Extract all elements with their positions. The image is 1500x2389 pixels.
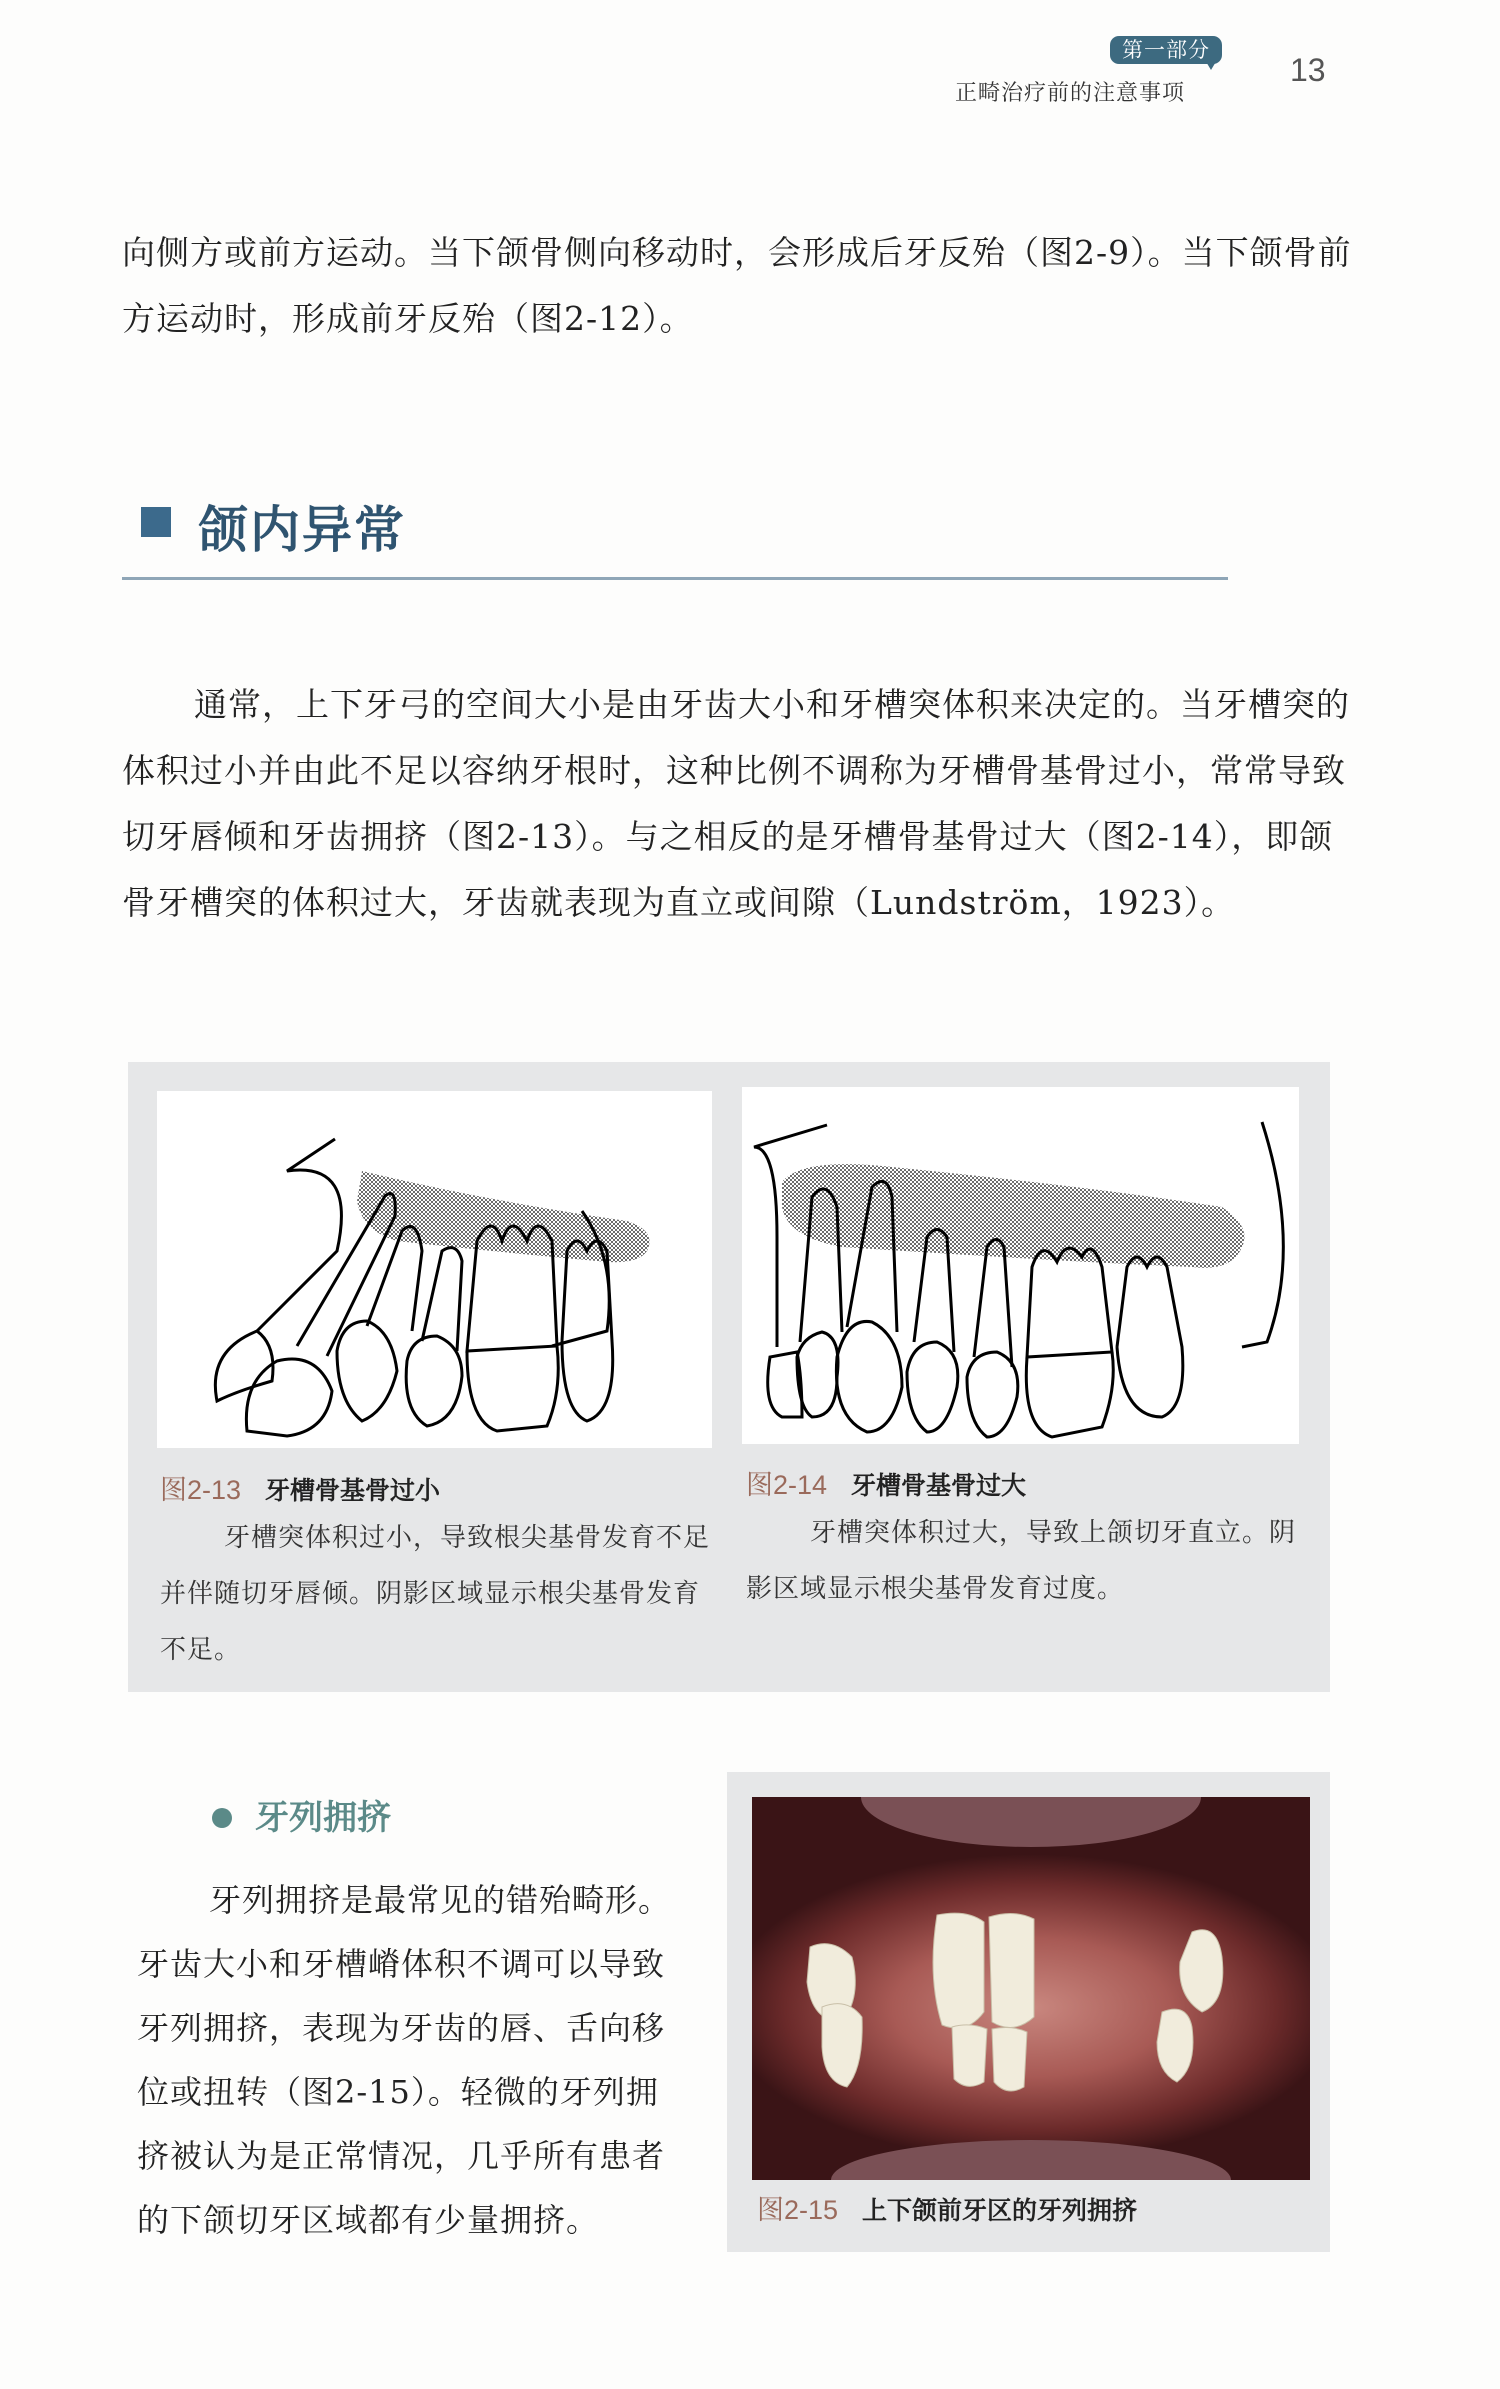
bullet-dot-icon xyxy=(212,1808,232,1828)
figure-number: 图2-15 xyxy=(757,2195,839,2225)
figure-2-14-caption xyxy=(746,1463,1026,1502)
page-number: 13 xyxy=(1290,52,1326,88)
figure-2-14-description: 牙槽突体积过大，导致上颌切牙直立。阴影区域显示根尖基骨发育过度。 xyxy=(746,1518,1297,1604)
badge-tail xyxy=(1205,60,1217,70)
intro-paragraph: 向侧方或前方运动。当下颌骨侧向移动时，会形成后牙反殆（图2-9）。当下颌骨前方运动时，形成前牙反殆（图2-12）。 xyxy=(122,233,1352,338)
figure-2-14-drawing xyxy=(742,1087,1299,1444)
figure-2-13-drawing xyxy=(157,1091,712,1448)
subsection-paragraph: 牙列拥挤是最常见的错殆畸形。牙齿大小和牙槽嵴体积不调可以导致牙列拥挤，表现为牙齿的唇、舌向移位或扭转（图2-15）。轻微的牙列拥挤被认为是正常情况，几乎所有患者的下颌切牙区域都有少量拥挤。 xyxy=(137,1881,672,2239)
figure-title: 牙槽骨基骨过大 xyxy=(851,1471,1027,1500)
chapter-title: 正畸治疗前的注意事项 xyxy=(955,81,1186,106)
section-paragraph: 通常，上下牙弓的空间大小是由牙齿大小和牙槽突体积来决定的。当牙槽突的体积过小并由此不足以容纳牙根时，这种比例不调称为牙槽骨基骨过小，常常导致切牙唇倾和牙齿拥挤（图2-13）。与之相反的是牙槽骨基骨过大（图2-14），即颌骨牙槽突的体积过大，牙齿就表现为直立或间隙（Lundström，1923）。 xyxy=(122,685,1350,922)
figure-title: 上下颌前牙区的牙列拥挤 xyxy=(862,2196,1138,2225)
figure-2-15-caption xyxy=(757,2188,1137,2227)
heading-square-icon xyxy=(141,507,171,537)
subsection-title: 牙列拥挤 xyxy=(255,1798,391,1838)
section-title: 颌内异常 xyxy=(198,500,406,559)
figure-number: 图2-14 xyxy=(746,1470,828,1500)
figure-title: 牙槽骨基骨过小 xyxy=(265,1476,441,1505)
part-badge: 第一部分 xyxy=(1110,36,1222,64)
figure-2-13-caption xyxy=(160,1468,440,1507)
figure-2-15-photo xyxy=(752,1797,1310,2180)
figure-number: 图2-13 xyxy=(160,1475,242,1505)
section-divider xyxy=(122,577,1228,580)
figure-2-13-description: 牙槽突体积过小，导致根尖基骨发育不足并伴随切牙唇倾。阴影区域显示根尖基骨发育不足。 xyxy=(160,1523,711,1665)
